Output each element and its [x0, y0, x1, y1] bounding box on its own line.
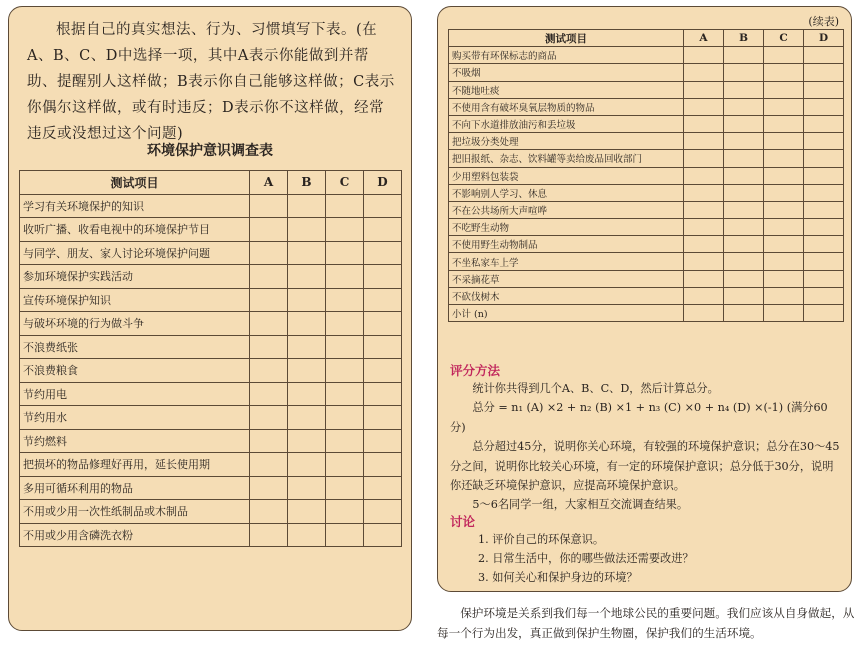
discussion-item: 1. 评价自己的环保意识。 — [478, 533, 605, 546]
header-d: D — [804, 30, 844, 47]
table-row — [449, 201, 844, 218]
survey-table-part2 — [448, 29, 844, 322]
answer-cell-b[interactable] — [288, 241, 326, 265]
answer-cell-a[interactable] — [250, 241, 288, 265]
header-item: 测试项目 — [449, 30, 684, 47]
answer-cell-a[interactable] — [684, 219, 724, 236]
table-row — [449, 81, 844, 98]
table-row — [449, 287, 844, 304]
group-instruction: 5～6名同学一组，大家相互交流调查结果。 — [472, 498, 689, 511]
test-item-label: 不浪费纸张 — [20, 335, 250, 359]
test-item-label: 把垃圾分类处理 — [449, 133, 684, 150]
answer-cell-d[interactable] — [804, 253, 844, 270]
instructions: 根据自己的真实想法、行为、习惯填写下表。(在A、B、C、D中选择一项，其中A表示你能做到并帮助、提醒别人这样做；B表示你自己能够这样做；C表示你偶尔这样做，或有时违反；D表示你不这样做，经常违反或没想过这个问题) — [27, 22, 395, 142]
answer-cell-d[interactable] — [364, 312, 402, 336]
answer-cell-a[interactable] — [684, 287, 724, 304]
answer-cell-b[interactable] — [724, 270, 764, 287]
answer-cell-c[interactable] — [764, 270, 804, 287]
answer-cell-d[interactable] — [364, 218, 402, 242]
answer-cell-d[interactable] — [364, 335, 402, 359]
answer-cell-d[interactable] — [364, 288, 402, 312]
answer-cell-a[interactable] — [684, 81, 724, 98]
scoring-interpretation: 总分超过45分，说明你关心环境，有较强的环境保护意识；总分在30～45分之间，说明你比较关心环境，有一定的环境保护意识；总分低于30分，说明你还缺乏环境保护意识，应提高环境保护意识。 — [450, 440, 840, 492]
answer-cell-c[interactable] — [326, 241, 364, 265]
answer-cell-c[interactable] — [326, 288, 364, 312]
table-row — [449, 115, 844, 132]
test-item-label: 不使用含有破坏臭氧层物质的物品 — [449, 98, 684, 115]
answer-cell-d[interactable] — [364, 406, 402, 430]
scoring-paragraph: 统计你共得到几个A、B、C、D，然后计算总分。 — [472, 382, 719, 395]
answer-cell-a[interactable] — [250, 218, 288, 242]
answer-cell-c[interactable] — [764, 98, 804, 115]
table-row — [20, 382, 402, 406]
header-b: B — [288, 171, 326, 195]
test-item-label: 宣传环境保护知识 — [20, 288, 250, 312]
test-item-label: 节约用水 — [20, 406, 250, 430]
answer-cell-d[interactable] — [364, 194, 402, 218]
test-item-label: 不吸烟 — [449, 64, 684, 81]
table-row — [449, 305, 844, 322]
test-item-label: 购买带有环保标志的商品 — [449, 47, 684, 64]
answer-cell-b[interactable] — [724, 150, 764, 167]
answer-cell-c[interactable] — [764, 115, 804, 132]
answer-cell-b[interactable] — [724, 98, 764, 115]
header-c: C — [326, 171, 364, 195]
left-panel — [8, 6, 412, 631]
test-item-label: 与同学、朋友、家人讨论环境保护问题 — [20, 241, 250, 265]
answer-cell-d[interactable] — [804, 305, 844, 322]
answer-cell-c[interactable] — [764, 64, 804, 81]
answer-cell-b[interactable] — [288, 523, 326, 547]
answer-cell-b[interactable] — [724, 287, 764, 304]
answer-cell-d[interactable] — [804, 150, 844, 167]
answer-cell-d[interactable] — [364, 476, 402, 500]
answer-cell-c[interactable] — [326, 453, 364, 477]
table-row — [449, 270, 844, 287]
answer-cell-c[interactable] — [764, 167, 804, 184]
answer-cell-a[interactable] — [684, 133, 724, 150]
table-row — [20, 500, 402, 524]
answer-cell-b[interactable] — [724, 47, 764, 64]
answer-cell-d[interactable] — [804, 287, 844, 304]
test-item-label: 不坐私家车上学 — [449, 253, 684, 270]
answer-cell-a[interactable] — [684, 150, 724, 167]
table-row — [449, 219, 844, 236]
answer-cell-b[interactable] — [288, 265, 326, 289]
answer-cell-a[interactable] — [684, 184, 724, 201]
answer-cell-b[interactable] — [724, 81, 764, 98]
answer-cell-d[interactable] — [804, 219, 844, 236]
test-item-label: 少用塑料包装袋 — [449, 167, 684, 184]
answer-cell-b[interactable] — [724, 184, 764, 201]
answer-cell-d[interactable] — [804, 81, 844, 98]
answer-cell-b[interactable] — [724, 115, 764, 132]
continued-label: (续表) — [808, 15, 839, 28]
answer-cell-a[interactable] — [250, 476, 288, 500]
answer-cell-b[interactable] — [724, 219, 764, 236]
test-item-label: 不使用野生动物制品 — [449, 236, 684, 253]
answer-cell-d[interactable] — [364, 241, 402, 265]
answer-cell-b[interactable] — [288, 312, 326, 336]
discussion-item: 2. 日常生活中，你的哪些做法还需要改进？ — [478, 552, 694, 565]
answer-cell-d[interactable] — [364, 382, 402, 406]
test-item-label: 学习有关环境保护的知识 — [20, 194, 250, 218]
answer-cell-b[interactable] — [724, 201, 764, 218]
answer-cell-c[interactable] — [764, 219, 804, 236]
test-item-label: 节约用电 — [20, 382, 250, 406]
test-item-label: 不向下水道排放油污和丢垃圾 — [449, 115, 684, 132]
table-title: 环境保护意识调查表 — [147, 143, 273, 159]
answer-cell-d[interactable] — [364, 500, 402, 524]
table-row — [449, 167, 844, 184]
table-row — [20, 265, 402, 289]
closing-paragraph: 保护环境是关系到我们每一个地球公民的重要问题。我们应该从自身做起，从每一个行为出发，真正做到保护生物圈，保护我们的生活环境。 — [437, 606, 855, 640]
answer-cell-a[interactable] — [250, 429, 288, 453]
answer-cell-b[interactable] — [288, 288, 326, 312]
test-item-label: 不用或少用含磷洗衣粉 — [20, 523, 250, 547]
answer-cell-b[interactable] — [288, 500, 326, 524]
answer-cell-b[interactable] — [724, 236, 764, 253]
discussion-item: 3. 如何关心和保护身边的环境？ — [478, 571, 638, 584]
answer-cell-b[interactable] — [724, 167, 764, 184]
answer-cell-a[interactable] — [250, 335, 288, 359]
answer-cell-d[interactable] — [364, 523, 402, 547]
answer-cell-d[interactable] — [804, 133, 844, 150]
discussion-heading: 讨论 — [450, 514, 476, 529]
header-a: A — [684, 30, 724, 47]
test-item-label: 把旧报纸、杂志、饮料罐等卖给废品回收部门 — [449, 150, 684, 167]
test-item-label: 把损坏的物品修理好再用，延长使用期 — [20, 453, 250, 477]
test-item-label: 不随地吐痰 — [449, 81, 684, 98]
table-row — [20, 453, 402, 477]
header-b: B — [724, 30, 764, 47]
answer-cell-c[interactable] — [326, 500, 364, 524]
test-item-label: 不砍伐树木 — [449, 287, 684, 304]
answer-cell-a[interactable] — [684, 201, 724, 218]
answer-cell-c[interactable] — [326, 218, 364, 242]
table-row — [449, 47, 844, 64]
answer-cell-a[interactable] — [684, 305, 724, 322]
test-item-label: 不浪费粮食 — [20, 359, 250, 383]
answer-cell-a[interactable] — [250, 265, 288, 289]
table-row — [20, 194, 402, 218]
answer-cell-a[interactable] — [250, 523, 288, 547]
test-item-label: 收听广播、收看电视中的环境保护节目 — [20, 218, 250, 242]
answer-cell-c[interactable] — [764, 236, 804, 253]
answer-cell-a[interactable] — [684, 253, 724, 270]
answer-cell-b[interactable] — [288, 194, 326, 218]
answer-cell-b[interactable] — [724, 253, 764, 270]
table-row — [449, 98, 844, 115]
table-row — [449, 236, 844, 253]
answer-cell-c[interactable] — [326, 312, 364, 336]
header-a: A — [250, 171, 288, 195]
table-row — [20, 241, 402, 265]
test-item-label: 与破坏环境的行为做斗争 — [20, 312, 250, 336]
answer-cell-d[interactable] — [804, 201, 844, 218]
answer-cell-a[interactable] — [684, 270, 724, 287]
answer-cell-a[interactable] — [250, 194, 288, 218]
answer-cell-a[interactable] — [250, 359, 288, 383]
test-item-label: 多用可循环利用的物品 — [20, 476, 250, 500]
answer-cell-d[interactable] — [804, 98, 844, 115]
table-row — [20, 288, 402, 312]
header-item: 测试项目 — [20, 171, 250, 195]
table-row — [20, 359, 402, 383]
survey-table-part1 — [19, 170, 402, 547]
answer-cell-b[interactable] — [288, 429, 326, 453]
test-item-label: 不采摘花草 — [449, 270, 684, 287]
answer-cell-c[interactable] — [764, 47, 804, 64]
answer-cell-c[interactable] — [326, 335, 364, 359]
answer-cell-b[interactable] — [288, 335, 326, 359]
test-item-label: 参加环境保护实践活动 — [20, 265, 250, 289]
answer-cell-c[interactable] — [764, 81, 804, 98]
answer-cell-d[interactable] — [804, 115, 844, 132]
answer-cell-d[interactable] — [804, 270, 844, 287]
answer-cell-c[interactable] — [326, 406, 364, 430]
answer-cell-c[interactable] — [764, 253, 804, 270]
answer-cell-c[interactable] — [326, 359, 364, 383]
answer-cell-a[interactable] — [250, 382, 288, 406]
answer-cell-a[interactable] — [684, 47, 724, 64]
answer-cell-a[interactable] — [250, 500, 288, 524]
answer-cell-c[interactable] — [326, 429, 364, 453]
answer-cell-d[interactable] — [804, 184, 844, 201]
header-c: C — [764, 30, 804, 47]
answer-cell-b[interactable] — [288, 382, 326, 406]
answer-cell-c[interactable] — [764, 305, 804, 322]
answer-cell-c[interactable] — [764, 133, 804, 150]
table-row — [449, 253, 844, 270]
header-d: D — [364, 171, 402, 195]
answer-cell-b[interactable] — [724, 305, 764, 322]
test-item-label: 节约燃料 — [20, 429, 250, 453]
answer-cell-b[interactable] — [288, 218, 326, 242]
test-item-label: 不吃野生动物 — [449, 219, 684, 236]
answer-cell-c[interactable] — [326, 523, 364, 547]
answer-cell-d[interactable] — [804, 64, 844, 81]
answer-cell-a[interactable] — [684, 236, 724, 253]
answer-cell-b[interactable] — [288, 476, 326, 500]
answer-cell-d[interactable] — [364, 265, 402, 289]
answer-cell-b[interactable] — [724, 64, 764, 81]
table-row — [20, 406, 402, 430]
table-row — [449, 150, 844, 167]
answer-cell-b[interactable] — [724, 133, 764, 150]
answer-cell-a[interactable] — [250, 406, 288, 430]
answer-cell-c[interactable] — [326, 382, 364, 406]
answer-cell-c[interactable] — [326, 265, 364, 289]
answer-cell-c[interactable] — [764, 184, 804, 201]
table-row — [20, 476, 402, 500]
table-header-row — [449, 30, 844, 47]
answer-cell-a[interactable] — [684, 167, 724, 184]
answer-cell-b[interactable] — [288, 406, 326, 430]
answer-cell-d[interactable] — [804, 167, 844, 184]
table-row — [449, 184, 844, 201]
answer-cell-a[interactable] — [250, 288, 288, 312]
answer-cell-c[interactable] — [764, 201, 804, 218]
answer-cell-b[interactable] — [288, 453, 326, 477]
test-item-label: 不在公共场所大声喧哗 — [449, 201, 684, 218]
answer-cell-c[interactable] — [326, 194, 364, 218]
table-row — [449, 133, 844, 150]
answer-cell-d[interactable] — [804, 236, 844, 253]
answer-cell-a[interactable] — [250, 453, 288, 477]
answer-cell-b[interactable] — [288, 359, 326, 383]
test-item-label: 不影响别人学习、休息 — [449, 184, 684, 201]
table-row — [20, 218, 402, 242]
answer-cell-a[interactable] — [250, 312, 288, 336]
table-row — [20, 335, 402, 359]
answer-cell-c[interactable] — [764, 150, 804, 167]
answer-cell-d[interactable] — [364, 359, 402, 383]
table-header-row — [20, 171, 402, 195]
answer-cell-d[interactable] — [804, 47, 844, 64]
scoring-heading: 评分方法 — [450, 363, 501, 378]
answer-cell-a[interactable] — [684, 98, 724, 115]
table-row — [20, 312, 402, 336]
test-item-label: 不用或少用一次性纸制品或木制品 — [20, 500, 250, 524]
table-row — [449, 64, 844, 81]
answer-cell-d[interactable] — [364, 429, 402, 453]
scoring-formula: 总分 = n₁ (A) ×2 + n₂ (B) ×1 + n₃ (C) ×0 + n₄ (D) ×(-1) (满分60分) — [450, 401, 828, 434]
test-item-label: 小计 (n) — [449, 305, 684, 322]
answer-cell-c[interactable] — [764, 287, 804, 304]
answer-cell-c[interactable] — [326, 476, 364, 500]
answer-cell-a[interactable] — [684, 64, 724, 81]
right-panel — [437, 6, 852, 592]
answer-cell-d[interactable] — [364, 453, 402, 477]
table-row — [20, 523, 402, 547]
table-row — [20, 429, 402, 453]
answer-cell-a[interactable] — [684, 115, 724, 132]
